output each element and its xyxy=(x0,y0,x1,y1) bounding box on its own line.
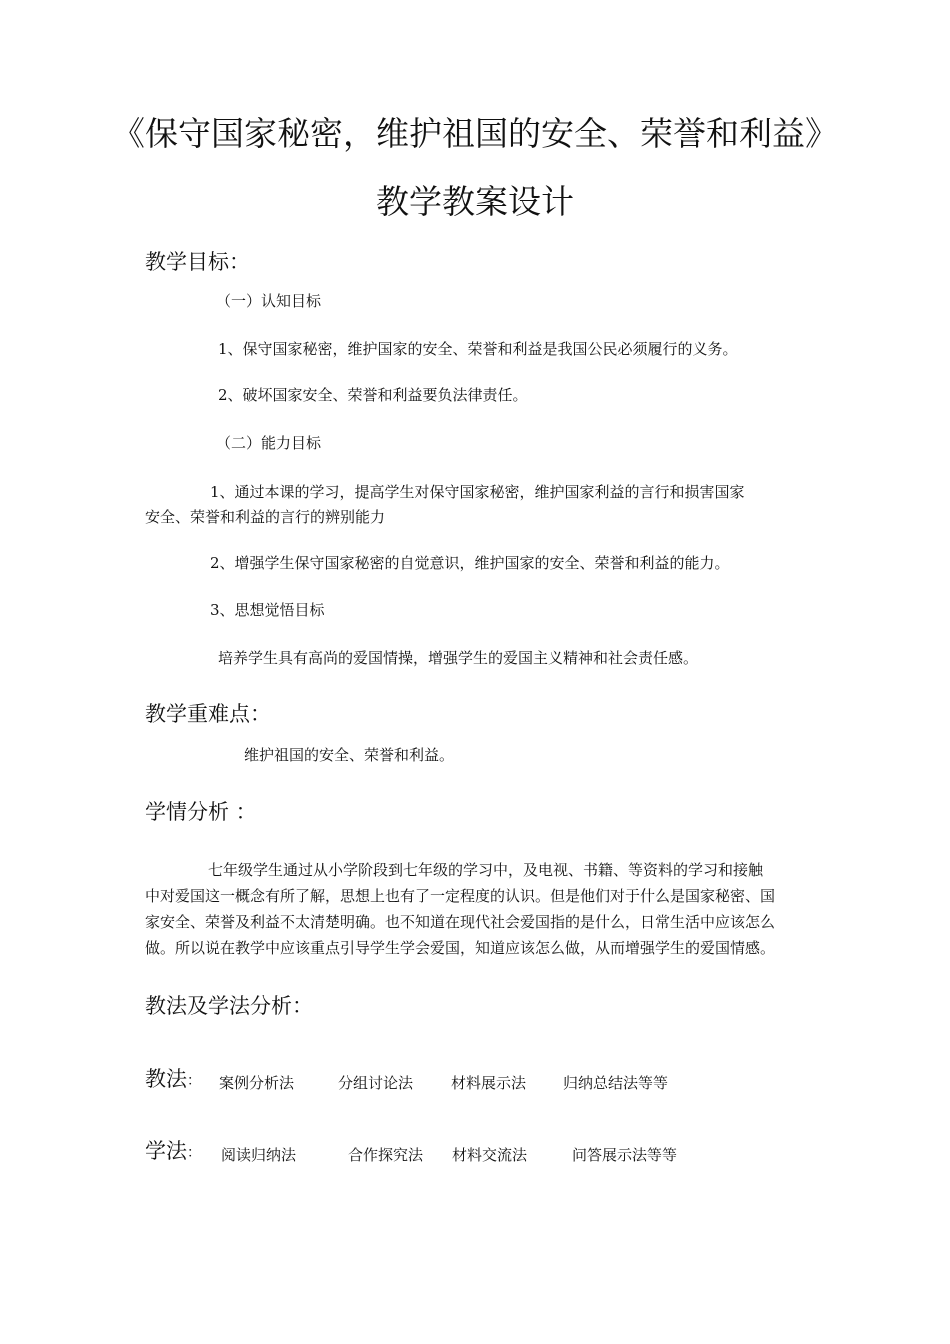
learning-methods-label: 学法 xyxy=(145,1139,187,1163)
analysis-line-3: 家安全、荣誉及利益不太清楚明确。也不知道在现代社会爱国指的是什么，日常生活中应该怎么 xyxy=(145,913,776,931)
document-title-line2: 教学教案设计 xyxy=(376,182,574,221)
ability-item-1-line2: 安全、荣誉和利益的言行的辨别能力 xyxy=(145,508,386,526)
analysis-line-2: 中对爱国这一概念有所了解，思想上也有了一定程度的认识。但是他们对于什么是国家秘密、国 xyxy=(145,887,776,905)
learning-method-2: 合作探究法 xyxy=(348,1146,424,1164)
methods-heading: 教法及学法分析： xyxy=(145,994,313,1018)
objectives-heading: 教学目标： xyxy=(145,250,250,274)
teaching-method-2: 分组讨论法 xyxy=(338,1074,414,1092)
cognitive-item-2: 2、破坏国家安全、荣誉和利益要负法律责任。 xyxy=(218,386,528,404)
learning-method-1: 阅读归纳法 xyxy=(221,1146,297,1164)
learning-method-3: 材料交流法 xyxy=(452,1146,528,1164)
learning-method-4: 问答展示法等等 xyxy=(572,1146,678,1164)
ability-item-1-line1: 1、通过本课的学习，提高学生对保守国家秘密，维护国家利益的言行和损害国家 xyxy=(210,483,745,501)
ability-item-2: 2、增强学生保守国家秘密的自觉意识，维护国家的安全、荣誉和利益的能力。 xyxy=(210,554,730,572)
teaching-method-3: 材料展示法 xyxy=(451,1074,527,1092)
teaching-method-4: 归纳总结法等等 xyxy=(563,1074,669,1092)
ability-heading: （二）能力目标 xyxy=(216,434,322,452)
analysis-line-1: 七年级学生通过从小学阶段到七年级的学习中，及电视、书籍、等资料的学习和接触 xyxy=(208,861,764,879)
document-title-line1: 《保守国家秘密，维护祖国的安全、荣誉和利益》 xyxy=(112,114,838,153)
analysis-heading: 学情分析 ： xyxy=(145,800,257,824)
analysis-line-4: 做。所以说在教学中应该重点引导学生学会爱国，知道应该怎么做，从而增强学生的爱国情感。 xyxy=(145,939,776,957)
key-points-heading: 教学重难点： xyxy=(145,702,271,726)
cognitive-item-1: 1、保守国家秘密，维护国家的安全、荣誉和利益是我国公民必须履行的义务。 xyxy=(218,340,738,358)
ideology-text: 培养学生具有高尚的爱国情操，增强学生的爱国主义精神和社会责任感。 xyxy=(218,649,699,667)
ideology-heading: 3、思想觉悟目标 xyxy=(210,601,325,619)
teaching-methods-label: 教法 xyxy=(145,1067,187,1091)
teaching-method-1: 案例分析法 xyxy=(219,1074,295,1092)
key-points-text: 维护祖国的安全、荣誉和利益。 xyxy=(244,746,455,764)
learning-methods-colon: ： xyxy=(187,1145,201,1161)
teaching-methods-colon: ： xyxy=(187,1073,201,1089)
cognitive-heading: （一）认知目标 xyxy=(216,292,322,310)
